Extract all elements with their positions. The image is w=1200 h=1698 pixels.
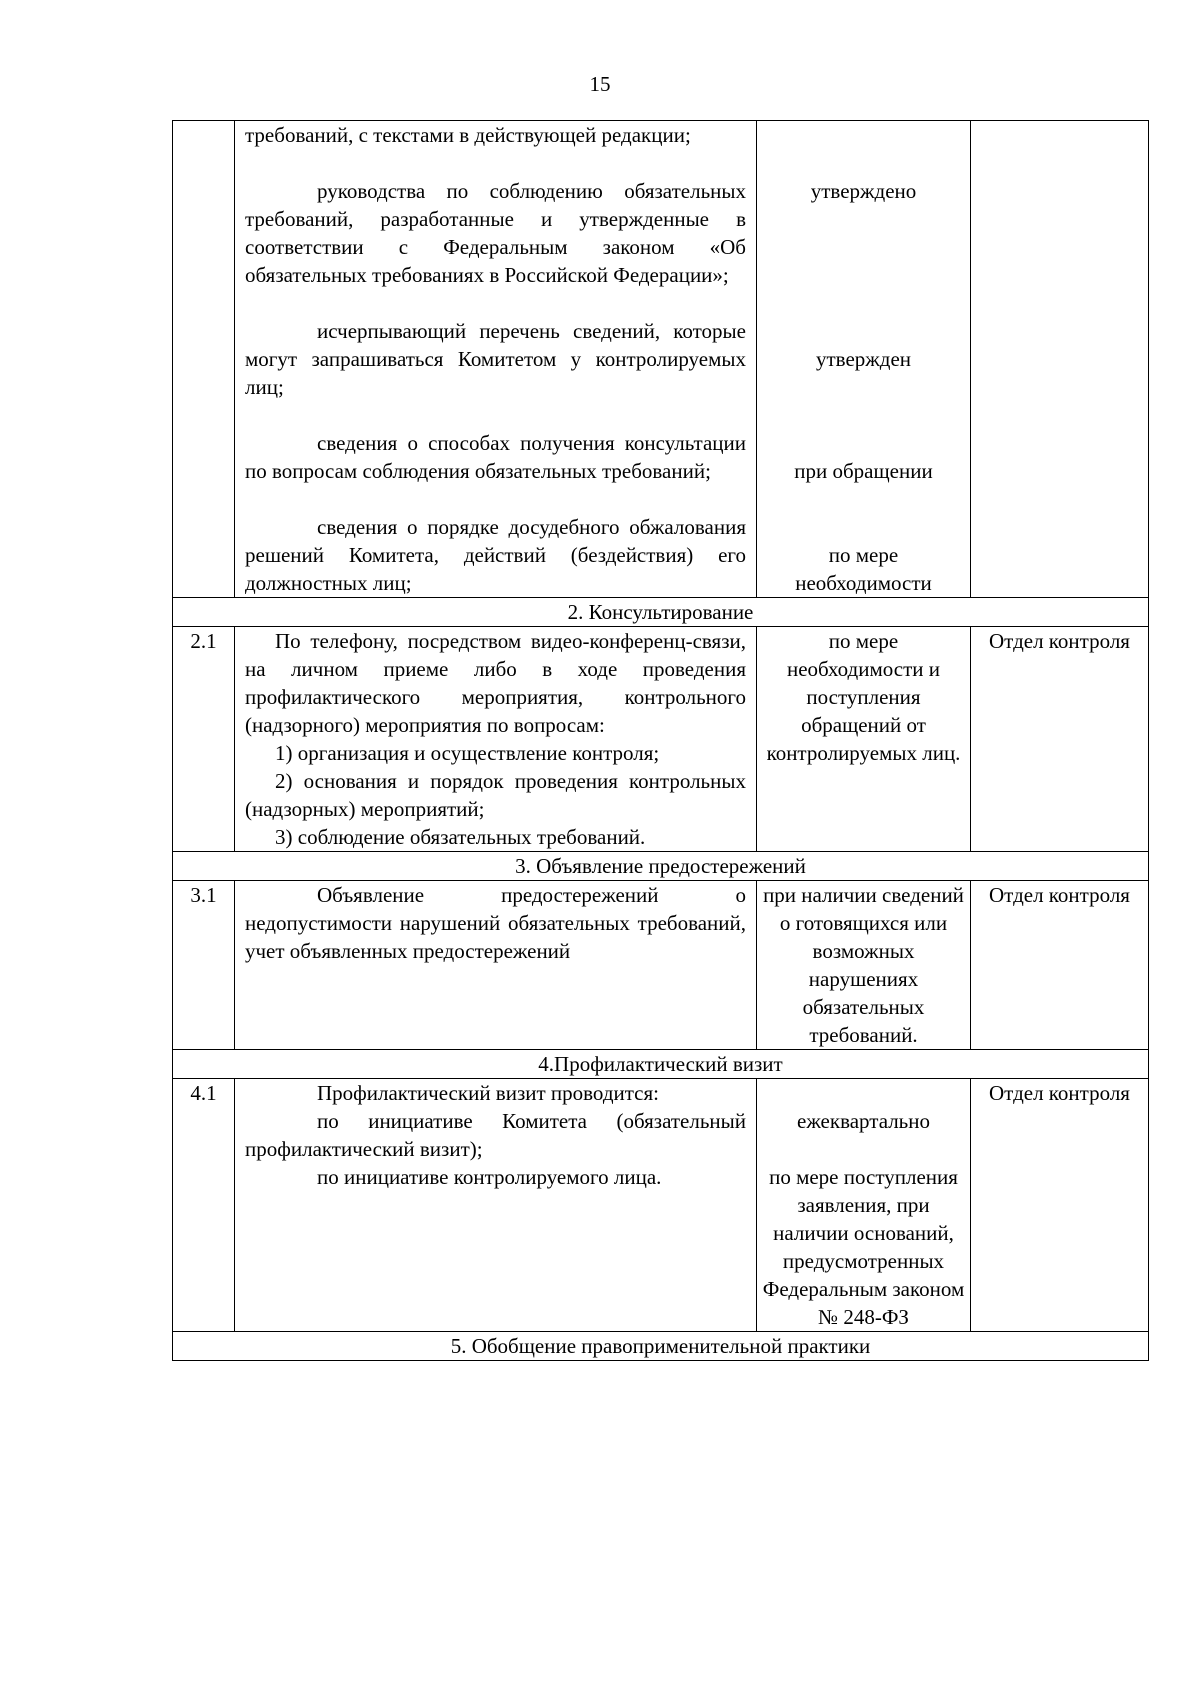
description-line: Профилактический визит проводится: xyxy=(317,1081,659,1105)
info-item: исчерпывающий перечень сведений, которые могут запрашиваться Комитетом у контролируемых лиц; xyxy=(245,319,746,399)
term-cell xyxy=(757,1079,971,1332)
term-value: при обращении xyxy=(794,459,933,483)
prevention-plan-table xyxy=(172,120,1149,1361)
description-subitem: 1) организация и осуществление контроля; xyxy=(275,741,660,765)
table-row xyxy=(173,121,1149,598)
page-number: 15 xyxy=(589,72,611,96)
executor-cell xyxy=(971,121,1149,598)
info-item: сведения о порядке досудебного обжалования решений Комитета, действий (бездействия) его должностных лиц; xyxy=(245,515,746,595)
executor-cell: Отдел контроля xyxy=(971,627,1149,852)
term-cell: по мере необходимости и поступления обращений от контролируемых лиц. xyxy=(757,627,971,852)
description-cell xyxy=(235,1079,757,1332)
term-value: по мере необходимости xyxy=(795,543,932,595)
description-intro: Объявление предостережений о недопустимости нарушений обязательных требований, учет объявленных предостережений xyxy=(245,883,746,963)
section-title: 3. Объявление предостережений xyxy=(173,852,1149,881)
description-subitem: 3) соблюдение обязательных требований. xyxy=(275,825,646,849)
section-header-row xyxy=(173,852,1149,881)
table-row xyxy=(173,881,1149,1050)
executor-cell: Отдел контроля xyxy=(971,1079,1149,1332)
row-number: 4.1 xyxy=(173,1079,235,1332)
term-value: ежеквартально xyxy=(797,1109,930,1133)
info-item: требований, с текстами в действующей редакции; xyxy=(245,123,691,147)
term-cell xyxy=(757,121,971,598)
section-header-row xyxy=(173,598,1149,627)
description-line: по инициативе контролируемого лица. xyxy=(317,1165,662,1189)
term-cell: при наличии сведений о готовящихся или возможных нарушениях обязательных требований. xyxy=(757,881,971,1050)
term-value: утверждено xyxy=(810,179,917,203)
section-header-row xyxy=(173,1332,1149,1361)
description-subitem: 2) основания и порядок проведения контрольных (надзорных) мероприятий; xyxy=(245,769,746,821)
row-number: 3.1 xyxy=(173,881,235,1050)
table-row xyxy=(173,1079,1149,1332)
info-item: сведения о способах получения консультации по вопросам соблюдения обязательных требований; xyxy=(245,431,746,483)
section-title: 2. Консультирование xyxy=(173,598,1149,627)
term-value: по мере поступления заявления, при наличии оснований, предусмотренных Федеральным законом № 248-ФЗ xyxy=(762,1165,965,1329)
row-number-cell xyxy=(173,121,235,598)
info-item: руководства по соблюдению обязательных требований, разработанные и утвержденные в соответствии с Федеральным законом «Об обязательных требованиях в Российской Федерации»; xyxy=(245,179,746,287)
description-line: по инициативе Комитета (обязательный профилактический визит); xyxy=(245,1109,746,1161)
section-title: 4.Профилактический визит xyxy=(173,1050,1149,1079)
description-intro: По телефону, посредством видео-конференц-связи, на личном приеме либо в ходе проведения профилактического мероприятия, контрольного (надзорного) мероприятия по вопросам: xyxy=(245,629,746,737)
section-title: 5. Обобщение правоприменительной практики xyxy=(173,1332,1149,1361)
description-cell xyxy=(235,627,757,852)
section-header-row xyxy=(173,1050,1149,1079)
executor-cell: Отдел контроля xyxy=(971,881,1149,1050)
description-cell xyxy=(235,121,757,598)
table-row xyxy=(173,627,1149,852)
description-cell xyxy=(235,881,757,1050)
row-number: 2.1 xyxy=(173,627,235,852)
term-value: утвержден xyxy=(815,347,912,371)
